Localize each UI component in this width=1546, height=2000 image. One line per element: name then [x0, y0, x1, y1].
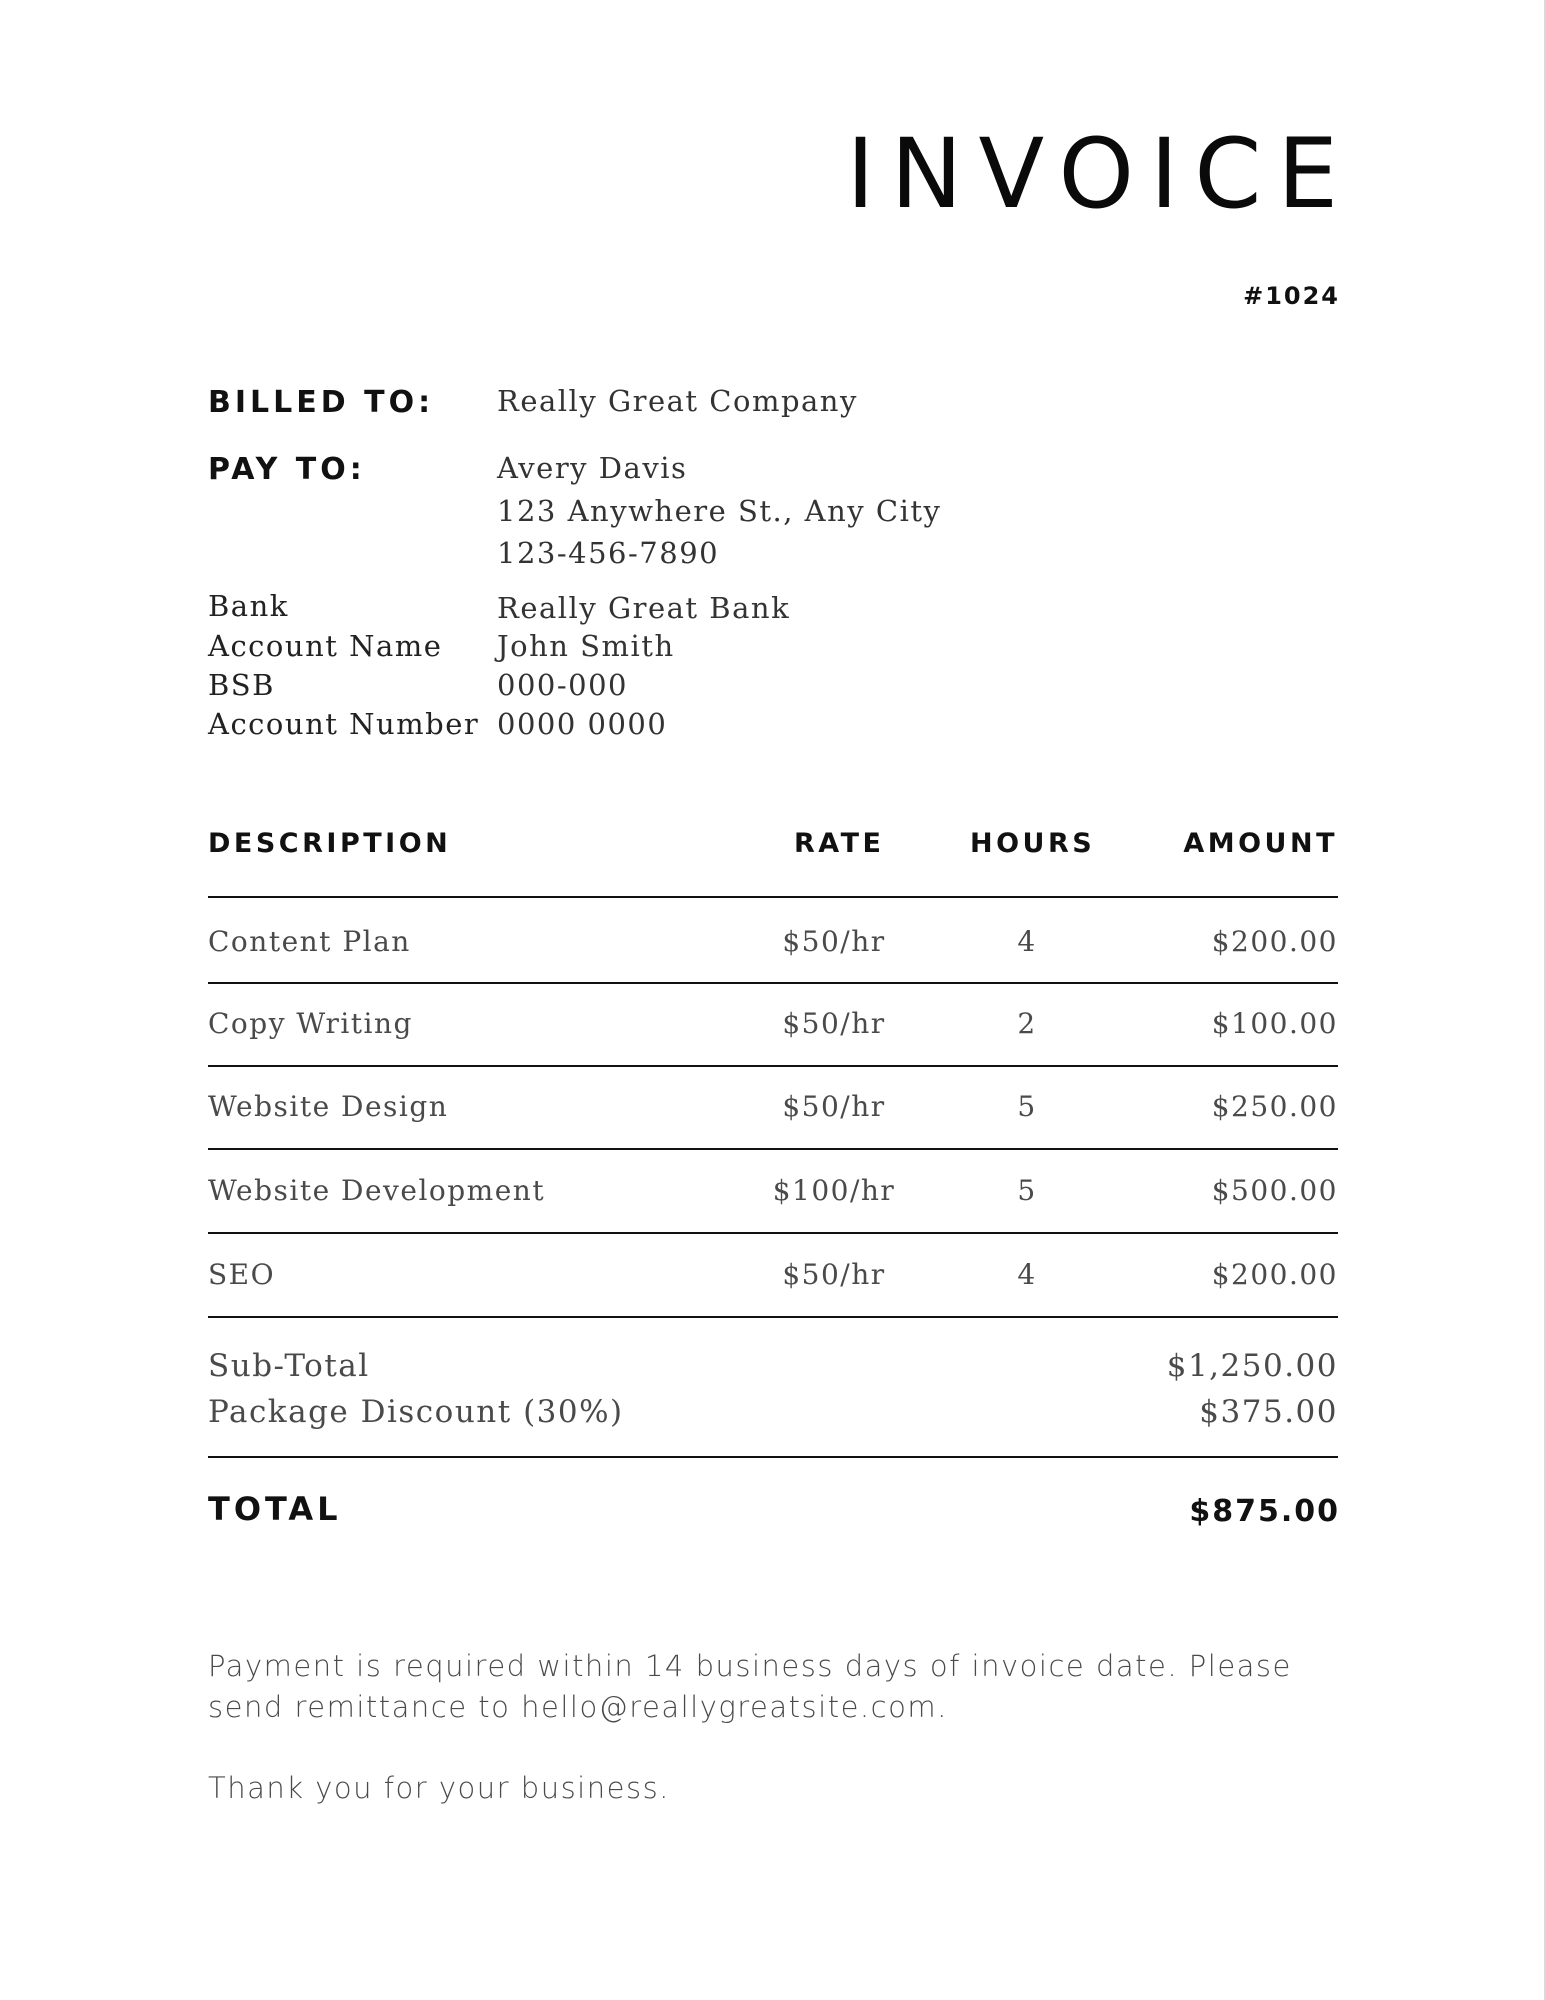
- row-2-rate: $50/hr: [782, 1007, 886, 1040]
- row-1-description: Content Plan: [208, 925, 411, 958]
- row-4-rate: $100/hr: [772, 1174, 896, 1207]
- row-3-description: Website Design: [208, 1090, 449, 1123]
- bank-label: Bank: [208, 589, 289, 623]
- table-header-rule: [208, 896, 1338, 898]
- billed-to-label: BILLED TO:: [208, 385, 435, 420]
- account-name-label: Account Name: [208, 629, 443, 663]
- subtotal-value: $1,250.00: [1166, 1348, 1338, 1384]
- row-5-rate: $50/hr: [782, 1258, 886, 1291]
- account-name-value: John Smith: [497, 629, 675, 663]
- row-2-description: Copy Writing: [208, 1007, 413, 1040]
- row-4-amount: $500.00: [1211, 1174, 1338, 1207]
- column-header-amount: AMOUNT: [1183, 828, 1338, 859]
- account-number-label: Account Number: [208, 707, 480, 741]
- bsb-value: 000-000: [497, 668, 629, 702]
- row-1-amount: $200.00: [1211, 925, 1338, 958]
- thank-you-note: Thank you for your business.: [208, 1771, 670, 1805]
- billed-to-value: Really Great Company: [497, 384, 858, 418]
- pay-to-name: Avery Davis: [497, 451, 688, 485]
- row-3-rate: $50/hr: [782, 1090, 886, 1123]
- column-header-rate: RATE: [794, 828, 885, 859]
- discount-value: $375.00: [1199, 1394, 1338, 1430]
- row-5-amount: $200.00: [1211, 1258, 1338, 1291]
- total-label: TOTAL: [208, 1490, 342, 1528]
- row-divider: [208, 1232, 1338, 1234]
- row-divider: [208, 1316, 1338, 1318]
- discount-label: Package Discount (30%): [208, 1394, 624, 1430]
- column-header-description: DESCRIPTION: [208, 828, 452, 859]
- pay-to-label: PAY TO:: [208, 452, 366, 487]
- payment-note: Payment is required within 14 business days of invoice date. Please send remittance to hello@reallygreatsite.com.: [208, 1649, 1292, 1724]
- row-3-hours: 5: [1017, 1090, 1037, 1123]
- row-5-description: SEO: [208, 1258, 276, 1291]
- row-divider: [208, 1148, 1338, 1150]
- pay-to-phone: 123-456-7890: [497, 536, 720, 570]
- invoice-number: #1024: [1243, 282, 1340, 310]
- bsb-label: BSB: [208, 668, 275, 702]
- row-divider: [208, 982, 1338, 984]
- invoice-title: INVOICE: [846, 118, 1354, 230]
- column-header-hours: HOURS: [970, 828, 1096, 859]
- row-1-hours: 4: [1017, 925, 1037, 958]
- row-4-hours: 5: [1017, 1174, 1037, 1207]
- row-divider: [208, 1065, 1338, 1067]
- account-number-value: 0000 0000: [497, 707, 668, 741]
- subtotal-label: Sub-Total: [208, 1348, 370, 1384]
- summary-rule: [208, 1456, 1338, 1458]
- row-4-description: Website Development: [208, 1174, 546, 1207]
- row-5-hours: 4: [1017, 1258, 1037, 1291]
- row-1-rate: $50/hr: [782, 925, 886, 958]
- row-2-amount: $100.00: [1211, 1007, 1338, 1040]
- bank-value: Really Great Bank: [497, 591, 791, 625]
- pay-to-address: 123 Anywhere St., Any City: [497, 494, 942, 528]
- row-2-hours: 2: [1017, 1007, 1037, 1040]
- row-3-amount: $250.00: [1211, 1090, 1338, 1123]
- total-value: $875.00: [1189, 1494, 1340, 1529]
